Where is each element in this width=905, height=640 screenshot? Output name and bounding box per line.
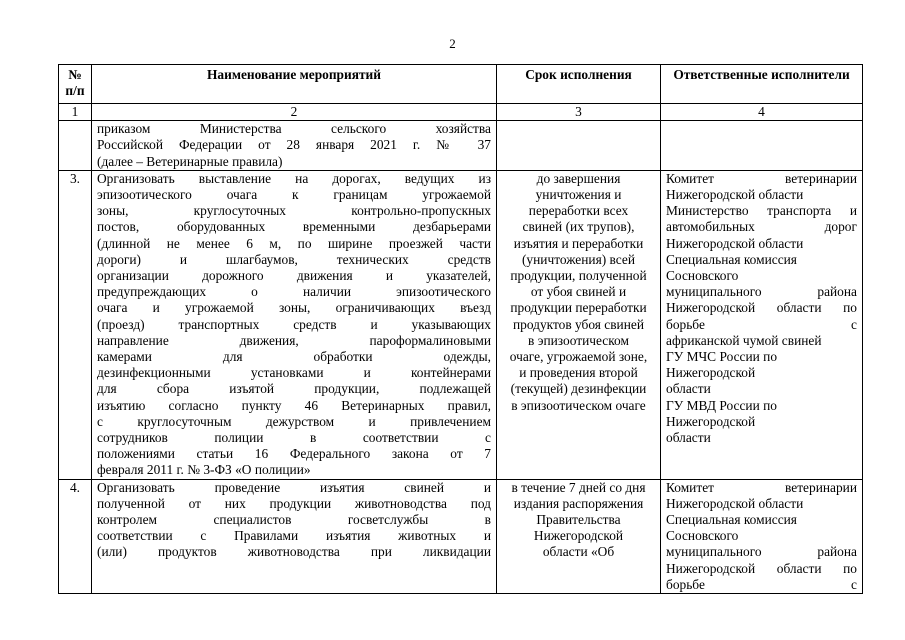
measure-term xyxy=(497,479,661,593)
measure-name xyxy=(92,479,497,593)
cell-text-line: предупреждающих о наличии эпизоотического xyxy=(97,284,491,300)
cell-text-line: Нижегородской области по борьбе с xyxy=(666,300,857,332)
cell-text-line: Специальная комиссия Сосновского xyxy=(666,251,797,284)
cell-text-line: свиней (их трупов), xyxy=(522,219,635,235)
cell-text-line: (длинной не менее 6 м, по ширине проезжей части xyxy=(97,235,491,251)
cell-text-line: (текущей) дезинфекции xyxy=(510,381,647,397)
cell-text-line: переработки всех xyxy=(528,203,629,219)
cell-text-line: Нижегородской области по борьбе с xyxy=(666,560,857,592)
cell-text-line: до завершения xyxy=(536,170,621,186)
cell-text-line: продукции, полученной xyxy=(510,268,647,284)
cell-text-line: (далее – Ветеринарные правила) xyxy=(97,153,283,169)
cell-text-line: африканской чумой свиней xyxy=(666,332,822,348)
cell-text-line: в течение 7 дней со дня xyxy=(511,479,646,495)
row-number: 3. xyxy=(59,170,92,479)
page-number: 2 xyxy=(449,36,456,51)
cell-text-line: от убоя свиней и xyxy=(530,284,627,300)
cell-text-line: Российской Федерации от 28 января 2021 г. № 37 xyxy=(97,137,491,153)
cell-text-line: Организовать проведение изъятия свиней и xyxy=(97,479,491,495)
row-number xyxy=(59,121,92,171)
cell-text-line: контролем специалистов госветслужбы в xyxy=(97,512,491,528)
cell-text-line: организации дорожного движения и указателей, xyxy=(97,268,491,284)
cell-text-line: муниципального района xyxy=(666,284,857,300)
cell-text-line: Организовать выставление на дорогах, ведущих из xyxy=(97,170,491,186)
cell-text-line: (проезд) транспортных средств и указывающих xyxy=(97,316,491,332)
cell-text-line: полученной от них продукции животноводства под xyxy=(97,495,491,511)
column-number-row xyxy=(59,104,863,121)
cell-text-line: для сбора изъятой продукции, подлежащей xyxy=(97,381,491,397)
column-number: 4 xyxy=(661,104,863,121)
cell-text-line: в эпизоотическом очаге xyxy=(511,397,646,413)
cell-text-line: положениями статьи 16 Федерального закона от 7 xyxy=(97,446,491,462)
measure-term xyxy=(497,121,661,171)
header-name: Наименование мероприятий xyxy=(92,65,497,104)
cell-text-line: издания распоряжения xyxy=(513,495,644,511)
cell-text-line: изъятию согласно пункту 46 Ветеринарных правил, xyxy=(97,397,491,413)
cell-text-line: продукции переработки xyxy=(510,300,647,316)
cell-text-line: зоны, круглосуточных контрольно-пропускных xyxy=(97,203,491,219)
measure-name xyxy=(92,170,497,479)
cell-text-line: камерами для обработки одежды, xyxy=(97,349,491,365)
cell-text-line: Министерство транспорта и xyxy=(666,203,857,219)
cell-text-line: области xyxy=(666,430,711,446)
cell-text-line: с круглосуточным дежурством и привлечением xyxy=(97,413,491,429)
cell-text-line: дезинфекционными установками и контейнерами xyxy=(97,365,491,381)
cell-text-line: и проведения второй xyxy=(519,365,638,381)
measure-responsible xyxy=(661,170,863,479)
cell-text-line: постов, оборудованных временными дезбарьерами xyxy=(97,219,491,235)
cell-text-line: Специальная комиссия Сосновского xyxy=(666,512,797,544)
cell-text-line: Комитет ветеринарии xyxy=(666,479,857,495)
table-row xyxy=(59,479,863,593)
cell-text-line: соответствии с Правилами изъятия животных и xyxy=(97,528,491,544)
cell-text-line: Нижегородской области xyxy=(666,187,804,203)
cell-text-line: области xyxy=(666,381,711,397)
cell-text-line: (или) продуктов животноводства при ликвидации xyxy=(97,544,491,560)
header-term: Срок исполнения xyxy=(497,65,661,104)
column-number: 3 xyxy=(497,104,661,121)
table-header-row xyxy=(59,65,863,104)
measure-responsible xyxy=(661,121,863,171)
cell-text-line: ГУ МЧС России по Нижегородской xyxy=(666,349,778,381)
row-number: 4. xyxy=(59,479,92,593)
cell-text-line: уничтожения и xyxy=(535,187,622,203)
cell-text-line: (уничтожения) всей xyxy=(521,251,636,267)
cell-text-line: ГУ МВД России по Нижегородской xyxy=(666,397,777,429)
measure-responsible xyxy=(661,479,863,593)
cell-text-line: дороги) и шлагбаумов, технических средств xyxy=(97,251,491,267)
measure-name xyxy=(92,121,497,171)
table-row xyxy=(59,170,863,479)
cell-text-line: приказом Министерства сельского хозяйства xyxy=(97,121,491,137)
cell-text-line: Нижегородской xyxy=(533,528,624,544)
column-number: 2 xyxy=(92,104,497,121)
column-number: 1 xyxy=(59,104,92,121)
cell-text-line: очага и угрожаемой зоны, ограничивающих въезд xyxy=(97,300,491,316)
cell-text-line: автомобильных дорог xyxy=(666,219,857,235)
cell-text-line: Нижегородской области xyxy=(666,495,804,511)
cell-text-line: муниципального района xyxy=(666,544,857,560)
cell-text-line: очаге, угрожаемой зоне, xyxy=(509,349,648,365)
measures-table xyxy=(58,64,863,594)
cell-text-line: Комитет ветеринарии xyxy=(666,170,857,186)
measure-term xyxy=(497,170,661,479)
cell-text-line: Нижегородской области xyxy=(666,235,804,251)
header-responsible: Ответственные исполнители xyxy=(661,65,863,104)
cell-text-line: сотрудников полиции в соответствии с xyxy=(97,430,491,446)
cell-text-line: направление движения, пароформалиновыми xyxy=(97,332,491,348)
table-row xyxy=(59,121,863,171)
cell-text-line: Правительства xyxy=(536,512,621,528)
cell-text-line: февраля 2011 г. № 3-ФЗ «О полиции» xyxy=(97,462,311,478)
cell-text-line: продуктов убоя свиней xyxy=(512,316,645,332)
cell-text-line: изъятия и переработки xyxy=(513,235,644,251)
cell-text-line: эпизоотического очага к границам угрожаемой xyxy=(97,187,491,203)
header-num: № п/п xyxy=(59,65,92,104)
cell-text-line: области «Об xyxy=(542,544,615,560)
cell-text-line: в эпизоотическом xyxy=(528,332,629,348)
